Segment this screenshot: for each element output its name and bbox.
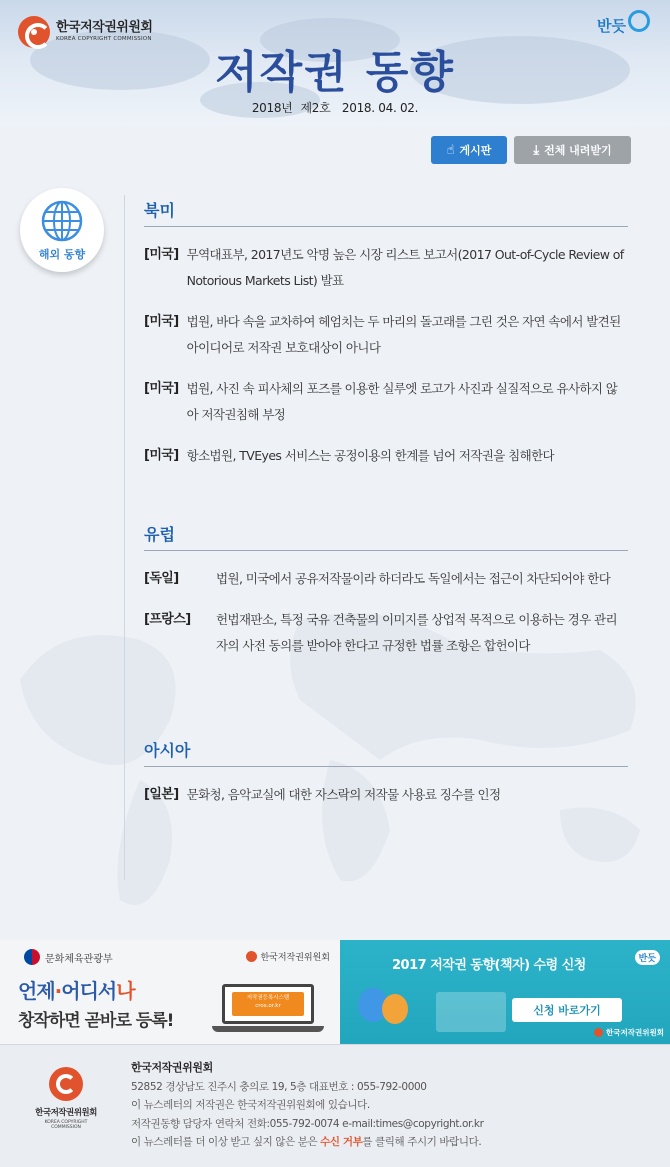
divider-line (124, 195, 125, 880)
banner-headline-accent: 나 (116, 979, 135, 1003)
footer-copyright: 이 뉴스레터의 저작권은 한국저작권위원회에 있습니다. (131, 1099, 370, 1111)
country-tag: [프랑스] (144, 612, 191, 627)
bandeut-label: 반듯 (597, 16, 626, 35)
section-north-america (144, 198, 628, 469)
newsletter-header (0, 0, 670, 126)
news-headline[interactable]: 법원, 사진 속 피사체의 포즈를 이용한 실루엣 로고가 사진과 실질적으로 유사하지 않아 저작권침해 부정 (186, 381, 618, 422)
news-item[interactable] (144, 309, 628, 361)
news-headline[interactable]: 항소법원, TVEyes 서비스는 공정이용의 한계를 넘어 저작권을 침해한다 (186, 448, 555, 463)
book-icon (436, 992, 506, 1032)
footer (0, 1044, 670, 1167)
section-title: 북미 (144, 198, 628, 227)
news-headline[interactable]: 법원, 미국에서 공유저작물이라 하더라도 독일에서는 접근이 차단되어야 한다 (216, 571, 611, 586)
banner-subheadline: 창작하면 곧바로 등록! (18, 1011, 174, 1031)
hand-pointer-icon: ☝ (446, 142, 455, 158)
issue-number: 제2호 (300, 101, 331, 115)
board-button[interactable] (431, 136, 507, 164)
news-headline[interactable]: 법원, 바다 속을 교차하여 헤엄치는 두 마리의 돌고래를 그린 것은 자연 속에서 발견된 아이디어로 저작권 보호대상이 아니다 (186, 314, 621, 355)
news-item[interactable] (144, 782, 628, 808)
country-tag: [미국] (144, 247, 179, 262)
news-item[interactable] (144, 443, 628, 469)
country-tag: [미국] (144, 314, 179, 329)
screen-line-1: 저작권등록시스템 (246, 995, 290, 1001)
ministry-name: 문화체육관광부 (45, 953, 113, 965)
download-icon: ⤓ (533, 142, 540, 158)
footer-logo (30, 1067, 102, 1130)
sun-icon (628, 10, 650, 32)
footer-logo-name: 한국저작권위원회 (35, 1108, 97, 1118)
issue-date: 2018. 04. 02. (341, 101, 419, 115)
news-item[interactable] (144, 566, 628, 592)
overseas-trends-badge (20, 188, 104, 272)
laptop-icon (212, 984, 330, 1036)
section-title: 유럽 (144, 522, 628, 551)
footer-address: 52852 경상남도 진주시 충의로 19, 5층 대표번호 : 055-792-0000 (131, 1080, 427, 1093)
news-headline[interactable]: 무역대표부, 2017년도 악명 높은 시장 리스트 보고서(2017 Out-of-Cycle Review of Notorious Markets List) 발표 (186, 247, 624, 288)
country-tag: [독일] (144, 571, 179, 586)
footer-contact: 저작권동향 담당자 연락처 전화:055-792-0074 e-mail:times@copyright.or.kr (131, 1117, 484, 1130)
news-headline[interactable]: 헌법재판소, 특정 국유 건축물의 이미지를 상업적 목적으로 이용하는 경우 관리자의 사전 동의를 받아야 한다고 규정한 법률 조항은 합헌이다 (216, 612, 617, 653)
section-title: 아시아 (144, 738, 628, 767)
download-button-label: 전체 내려받기 (544, 144, 612, 157)
banner-kcc-name: 한국저작권위원회 (260, 953, 330, 963)
unsubscribe-pre: 이 뉴스레터를 더 이상 받고 싶지 않은 분은 (131, 1136, 321, 1148)
screen-line-2: cros.or.kr (255, 1002, 281, 1009)
country-tag: [일본] (144, 787, 179, 802)
mascot-icon (358, 982, 414, 1032)
globe-icon (40, 199, 84, 243)
bandeut-badge: 반듯 (635, 950, 660, 965)
footer-org-name: 한국저작권위원회 (131, 1061, 213, 1074)
issue-year: 2018년 (251, 101, 293, 115)
banner-kcc-logo (246, 950, 330, 963)
issue-info (0, 99, 670, 116)
registration-banner[interactable] (0, 940, 340, 1044)
banner-headline (18, 975, 135, 1004)
logo-org-name-en: KOREA COPYRIGHT COMMISSION (56, 36, 152, 43)
news-item[interactable] (144, 376, 628, 428)
bandeut-brand (597, 14, 650, 36)
banner-headline-dot: · (54, 979, 62, 1003)
board-button-label: 게시판 (459, 144, 492, 157)
country-tag: [미국] (144, 448, 179, 463)
booklet-request-banner[interactable] (340, 940, 670, 1044)
banner-headline-part: 어디서 (61, 979, 117, 1003)
logo-org-name: 한국저작권위원회 (56, 20, 153, 36)
badge-label: 해외 동향 (38, 247, 86, 261)
unsubscribe-post: 를 클릭해 주시기 바랍니다. (362, 1136, 482, 1148)
footer-logo-name-en: KOREA COPYRIGHT COMMISSION (44, 1120, 88, 1130)
section-asia (144, 738, 628, 808)
kcc-logo-mark-icon (49, 1067, 83, 1101)
section-europe (144, 522, 628, 659)
banner-kcc-name: 한국저작권위원회 (606, 1028, 664, 1037)
footer-info (131, 1059, 484, 1152)
news-headline[interactable]: 문화청, 음악교실에 대한 자스락의 저작물 사용료 징수를 인정 (186, 787, 501, 802)
page-title: 저작권 동향 (215, 47, 455, 98)
apply-button[interactable]: 신청 바로가기 (512, 998, 622, 1022)
footer-unsubscribe-line (131, 1133, 484, 1152)
news-item[interactable] (144, 607, 628, 659)
country-tag: [미국] (144, 381, 179, 396)
news-item[interactable] (144, 242, 628, 294)
unsubscribe-link[interactable]: 수신 거부 (320, 1136, 363, 1148)
banner-headline-part: 언제 (18, 979, 55, 1003)
banner-kcc-logo (594, 1027, 664, 1038)
kcc-logo-mark-icon (594, 1028, 603, 1037)
ministry-logo (24, 949, 113, 965)
taegeuk-icon (24, 949, 40, 965)
kcc-logo-mark-icon (246, 951, 257, 962)
download-all-button[interactable] (514, 136, 631, 164)
booklet-banner-title: 2017 저작권 동향(책자) 수령 신청 (392, 958, 586, 973)
